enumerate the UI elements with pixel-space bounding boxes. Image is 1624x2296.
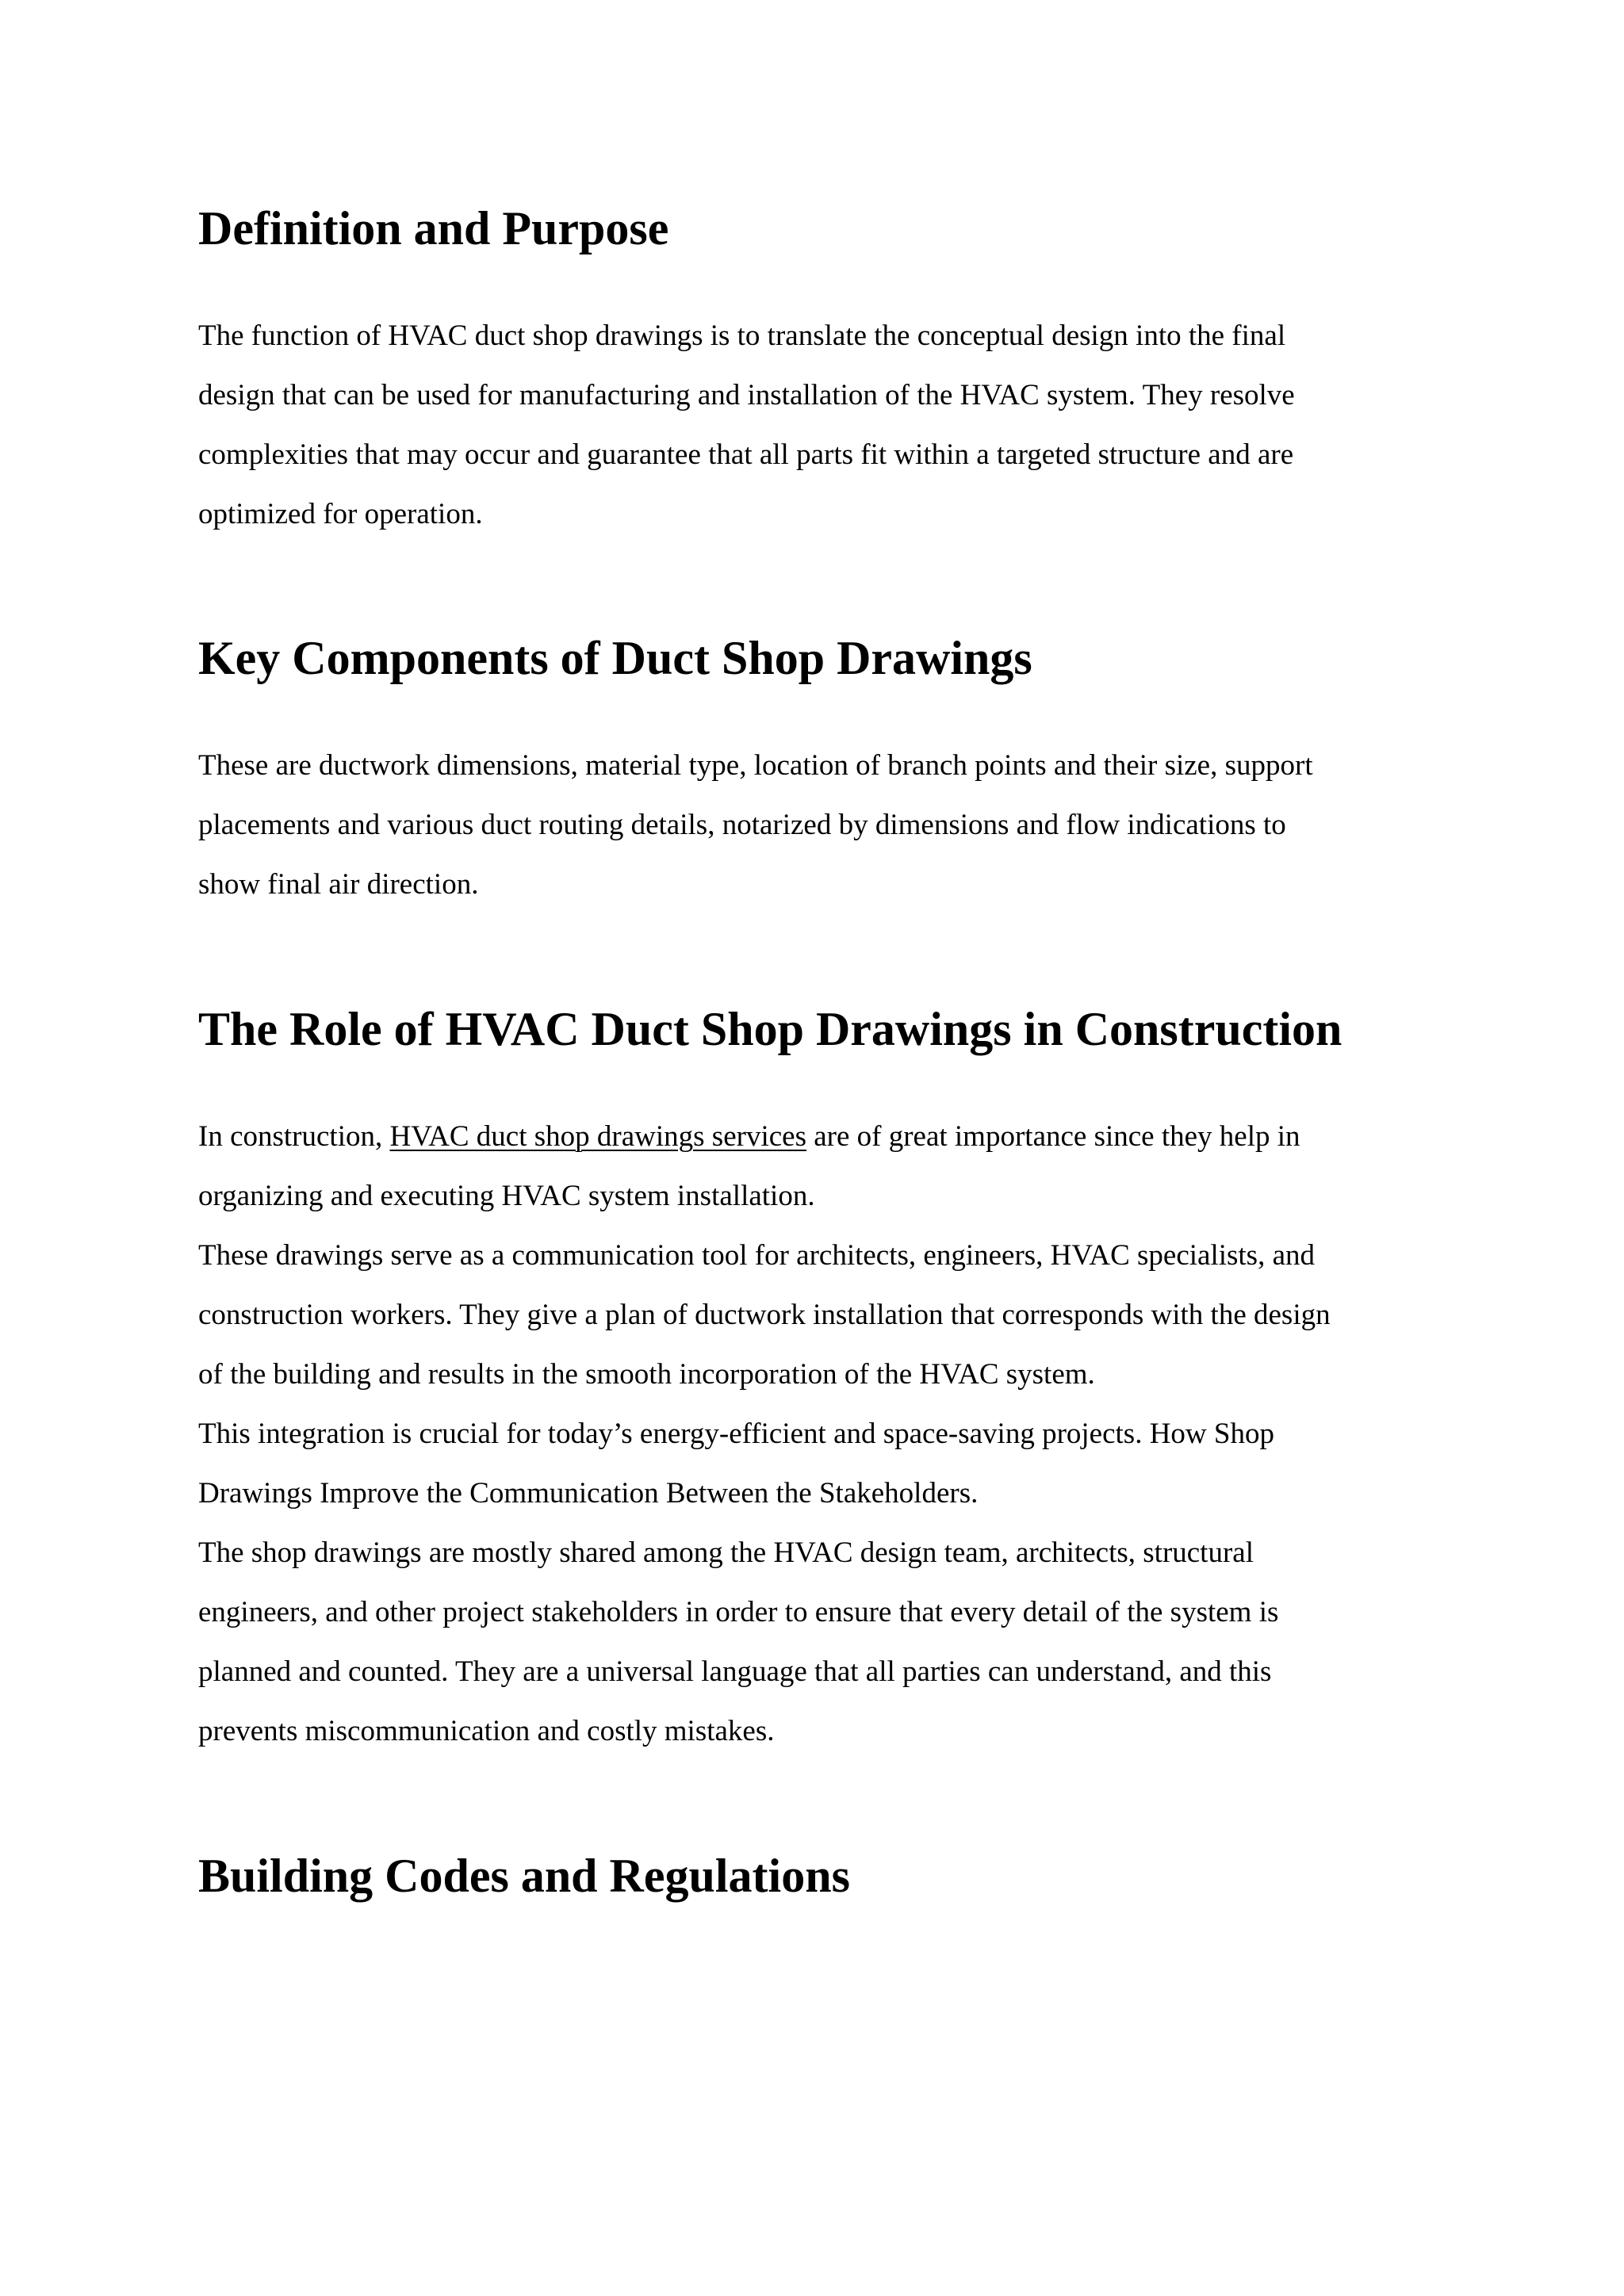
- paragraph-line: planned and counted. They are a universal language that all parties can understand, and this: [198, 1655, 1272, 1688]
- paragraph-line: placements and various duct routing details, notarized by dimensions and flow indications to: [198, 809, 1286, 841]
- paragraph-line: prevents miscommunication and costly mistakes.: [198, 1715, 775, 1747]
- paragraph-line: show final air direction.: [198, 868, 479, 901]
- paragraph-line: design that can be used for manufacturing and installation of the HVAC system. They resolve: [198, 379, 1295, 411]
- paragraph-line: construction workers. They give a plan of ductwork installation that corresponds with the design: [198, 1299, 1331, 1331]
- paragraph-definition: [198, 306, 1295, 544]
- paragraph-line: complexities that may occur and guarantee that all parts fit within a targeted structure and are: [198, 438, 1294, 471]
- paragraph-line-text: In construction,: [198, 1120, 390, 1153]
- paragraph-line: This integration is crucial for today’s energy-efficient and space-saving projects. How Shop: [198, 1418, 1274, 1450]
- paragraph-key-components: [198, 736, 1313, 914]
- hvac-services-link[interactable]: HVAC duct shop drawings services: [389, 1120, 806, 1153]
- heading-role-in-construction: The Role of HVAC Duct Shop Drawings in Construction: [198, 1003, 1342, 1055]
- paragraph-line: optimized for operation.: [198, 498, 483, 530]
- paragraph-line: These are ductwork dimensions, material type, location of branch points and their size, support: [198, 749, 1313, 782]
- paragraph-line: of the building and results in the smooth incorporation of the HVAC system.: [198, 1358, 1095, 1391]
- paragraph-line: organizing and executing HVAC system installation.: [198, 1180, 815, 1212]
- paragraph-line-text: are of great importance since they help in: [806, 1120, 1300, 1153]
- paragraph-line: These drawings serve as a communication tool for architects, engineers, HVAC specialists, and: [198, 1239, 1316, 1272]
- heading-building-codes: Building Codes and Regulations: [198, 1850, 850, 1902]
- paragraph-line: The shop drawings are mostly shared among the HVAC design team, architects, structural: [198, 1536, 1254, 1569]
- paragraph-role-in-construction: [198, 1107, 1331, 1761]
- paragraph-line: Drawings Improve the Communication Between the Stakeholders.: [198, 1477, 979, 1510]
- heading-key-components: Key Components of Duct Shop Drawings: [198, 632, 1032, 684]
- paragraph-line: engineers, and other project stakeholders in order to ensure that every detail of the system is: [198, 1596, 1279, 1628]
- paragraph-line: The function of HVAC duct shop drawings is to translate the conceptual design into the final: [198, 320, 1286, 352]
- heading-definition-and-purpose: Definition and Purpose: [198, 202, 669, 254]
